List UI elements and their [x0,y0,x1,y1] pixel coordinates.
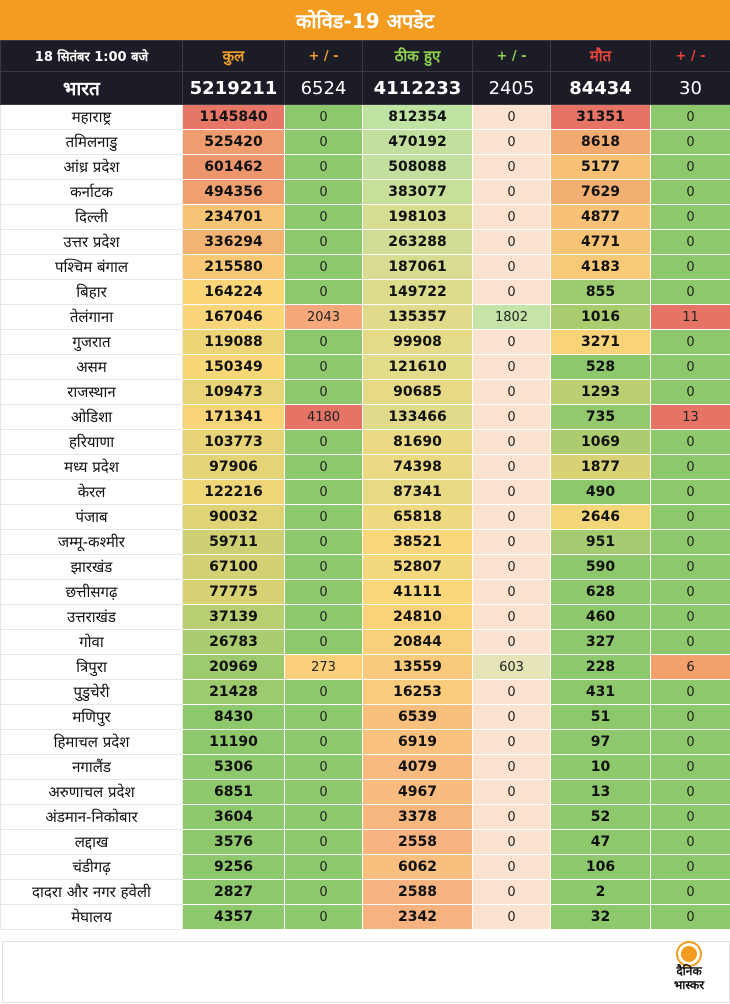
state-total: 494356 [183,180,285,205]
state-deaths-delta: 0 [651,430,730,455]
state-row [1,905,730,930]
state-recovered: 263288 [363,230,473,255]
state-deaths: 32 [551,905,651,930]
state-row [1,280,730,305]
state-total-delta: 0 [285,605,363,630]
state-deaths-delta: 0 [651,630,730,655]
state-name: चंडीगढ़ [1,855,183,880]
state-recovered: 3378 [363,805,473,830]
state-row [1,230,730,255]
state-total: 20969 [183,655,285,680]
state-deaths-delta: 0 [651,755,730,780]
state-deaths: 3271 [551,330,651,355]
state-deaths: 5177 [551,155,651,180]
state-total: 2827 [183,880,285,905]
state-recovered: 149722 [363,280,473,305]
state-row [1,330,730,355]
state-recovered: 133466 [363,405,473,430]
state-total-delta: 2043 [285,305,363,330]
state-recovered: 99908 [363,330,473,355]
state-name: राजस्थान [1,380,183,405]
state-total-delta: 0 [285,180,363,205]
header-total-delta: + / - [285,41,363,72]
state-deaths: 2 [551,880,651,905]
state-name: उत्तर प्रदेश [1,230,183,255]
state-total-delta: 0 [285,680,363,705]
state-name: अंडमान-निकोबार [1,805,183,830]
state-deaths: 13 [551,780,651,805]
state-total: 77775 [183,580,285,605]
state-name: आंध्र प्रदेश [1,155,183,180]
state-total: 21428 [183,680,285,705]
state-deaths: 31351 [551,105,651,130]
state-deaths: 490 [551,480,651,505]
state-total: 67100 [183,555,285,580]
state-recovered-delta: 0 [473,105,551,130]
state-recovered: 2588 [363,880,473,905]
state-name: केरल [1,480,183,505]
state-name: मेघालय [1,905,183,930]
state-name: हिमाचल प्रदेश [1,730,183,755]
state-row [1,680,730,705]
state-row [1,805,730,830]
state-deaths-delta: 0 [651,255,730,280]
state-recovered: 24810 [363,605,473,630]
state-total-delta: 0 [285,580,363,605]
state-deaths: 106 [551,855,651,880]
state-recovered: 508088 [363,155,473,180]
state-deaths: 735 [551,405,651,430]
state-deaths-delta: 0 [651,455,730,480]
state-row [1,755,730,780]
state-total-delta: 0 [285,530,363,555]
state-total-delta: 0 [285,480,363,505]
state-deaths-delta: 0 [651,180,730,205]
state-recovered-delta: 0 [473,755,551,780]
state-total-delta: 0 [285,880,363,905]
state-name: महाराष्ट्र [1,105,183,130]
state-total: 97906 [183,455,285,480]
state-recovered: 4079 [363,755,473,780]
state-recovered-delta: 0 [473,130,551,155]
state-deaths: 52 [551,805,651,830]
state-recovered: 52807 [363,555,473,580]
state-recovered-delta: 0 [473,230,551,255]
state-deaths-delta: 0 [651,780,730,805]
state-recovered: 812354 [363,105,473,130]
state-deaths-delta: 0 [651,205,730,230]
state-recovered: 121610 [363,355,473,380]
state-name: ओडिशा [1,405,183,430]
state-name: मणिपुर [1,705,183,730]
state-name: जम्मू-कश्मीर [1,530,183,555]
header-row [1,41,730,72]
national-recovered: 4112233 [363,72,473,105]
state-deaths: 7629 [551,180,651,205]
state-recovered-delta: 0 [473,405,551,430]
state-recovered-delta: 0 [473,505,551,530]
state-total-delta: 0 [285,455,363,480]
state-recovered-delta: 0 [473,605,551,630]
state-total: 3576 [183,830,285,855]
state-row [1,655,730,680]
state-total-delta: 0 [285,330,363,355]
state-recovered: 2558 [363,830,473,855]
header-deaths-delta: + / - [651,41,730,72]
state-recovered: 6062 [363,855,473,880]
state-deaths-delta: 0 [651,380,730,405]
state-recovered-delta: 0 [473,780,551,805]
state-name: अरुणाचल प्रदेश [1,780,183,805]
state-deaths: 4771 [551,230,651,255]
state-deaths-delta: 0 [651,605,730,630]
national-total-delta: 6524 [285,72,363,105]
state-total-delta: 0 [285,805,363,830]
state-row [1,380,730,405]
state-total: 525420 [183,130,285,155]
state-name: गोवा [1,630,183,655]
state-total-delta: 0 [285,255,363,280]
header-recovered-delta: + / - [473,41,551,72]
state-deaths-delta: 0 [651,280,730,305]
header-total: कुल [183,41,285,72]
state-row [1,530,730,555]
state-deaths-delta: 0 [651,705,730,730]
state-total: 4357 [183,905,285,930]
state-deaths: 460 [551,605,651,630]
state-total: 90032 [183,505,285,530]
state-row [1,355,730,380]
state-total: 171341 [183,405,285,430]
state-total: 234701 [183,205,285,230]
state-deaths: 1293 [551,380,651,405]
state-recovered: 6919 [363,730,473,755]
state-deaths: 97 [551,730,651,755]
national-name: भारत [1,72,183,105]
page-title: कोविड-19 अपडेट [0,0,730,40]
national-row [1,72,730,105]
state-deaths: 4877 [551,205,651,230]
state-total: 1145840 [183,105,285,130]
state-total: 164224 [183,280,285,305]
state-total-delta: 0 [285,105,363,130]
state-total-delta: 0 [285,280,363,305]
state-name: पुडुचेरी [1,680,183,705]
state-recovered-delta: 0 [473,205,551,230]
state-deaths-delta: 13 [651,405,730,430]
state-total: 8430 [183,705,285,730]
state-recovered-delta: 0 [473,180,551,205]
state-recovered: 20844 [363,630,473,655]
state-deaths: 10 [551,755,651,780]
state-total: 9256 [183,855,285,880]
state-name: बिहार [1,280,183,305]
state-recovered-delta: 0 [473,880,551,905]
national-recovered-delta: 2405 [473,72,551,105]
state-total: 37139 [183,605,285,630]
state-recovered: 81690 [363,430,473,455]
state-deaths-delta: 0 [651,155,730,180]
state-row [1,180,730,205]
state-total: 336294 [183,230,285,255]
state-recovered-delta: 0 [473,330,551,355]
state-recovered: 135357 [363,305,473,330]
national-deaths: 84434 [551,72,651,105]
state-name: झारखंड [1,555,183,580]
sun-icon [681,946,697,962]
state-deaths: 47 [551,830,651,855]
state-recovered: 470192 [363,130,473,155]
state-total: 167046 [183,305,285,330]
state-row [1,130,730,155]
state-deaths-delta: 0 [651,505,730,530]
state-recovered-delta: 0 [473,730,551,755]
state-row [1,705,730,730]
state-deaths: 327 [551,630,651,655]
state-row [1,480,730,505]
state-total-delta: 0 [285,705,363,730]
state-name: गुजरात [1,330,183,355]
state-name: मध्य प्रदेश [1,455,183,480]
state-deaths-delta: 0 [651,830,730,855]
state-deaths: 2646 [551,505,651,530]
state-recovered-delta: 0 [473,855,551,880]
state-deaths-delta: 11 [651,305,730,330]
state-total-delta: 0 [285,355,363,380]
state-row [1,455,730,480]
state-total: 59711 [183,530,285,555]
state-recovered-delta: 0 [473,155,551,180]
state-name: हरियाणा [1,430,183,455]
state-recovered-delta: 0 [473,455,551,480]
state-deaths: 951 [551,530,651,555]
state-row [1,105,730,130]
state-recovered: 90685 [363,380,473,405]
state-total-delta: 0 [285,380,363,405]
state-name: तमिलनाडु [1,130,183,155]
state-total: 109473 [183,380,285,405]
state-recovered: 198103 [363,205,473,230]
state-total: 119088 [183,330,285,355]
state-total-delta: 0 [285,230,363,255]
state-recovered: 65818 [363,505,473,530]
national-total: 5219211 [183,72,285,105]
state-name: असम [1,355,183,380]
state-deaths: 1069 [551,430,651,455]
state-deaths: 528 [551,355,651,380]
state-name: छत्तीसगढ़ [1,580,183,605]
state-deaths-delta: 0 [651,680,730,705]
state-recovered-delta: 0 [473,480,551,505]
state-row [1,405,730,430]
state-recovered: 38521 [363,530,473,555]
state-recovered-delta: 0 [473,255,551,280]
state-total-delta: 273 [285,655,363,680]
state-total: 122216 [183,480,285,505]
state-recovered-delta: 1802 [473,305,551,330]
state-deaths: 228 [551,655,651,680]
update-time: 18 सितंबर 1:00 बजे [1,41,183,72]
state-recovered-delta: 0 [473,380,551,405]
state-total-delta: 0 [285,555,363,580]
state-deaths-delta: 6 [651,655,730,680]
state-row [1,580,730,605]
state-row [1,305,730,330]
logo-line-1: दैनिक [676,964,702,978]
state-deaths-delta: 0 [651,230,730,255]
state-recovered: 41111 [363,580,473,605]
state-deaths-delta: 0 [651,555,730,580]
state-deaths-delta: 0 [651,905,730,930]
state-recovered-delta: 0 [473,630,551,655]
state-deaths-delta: 0 [651,130,730,155]
state-recovered: 2342 [363,905,473,930]
state-total-delta: 0 [285,780,363,805]
state-name: नगालैंड [1,755,183,780]
state-row [1,830,730,855]
state-total: 215580 [183,255,285,280]
state-recovered-delta: 603 [473,655,551,680]
state-deaths-delta: 0 [651,105,730,130]
state-total: 26783 [183,630,285,655]
header-recovered: ठीक हुए [363,41,473,72]
state-name: लद्दाख [1,830,183,855]
state-total: 601462 [183,155,285,180]
state-total-delta: 0 [285,430,363,455]
state-deaths: 590 [551,555,651,580]
footer [2,941,730,1003]
state-recovered: 13559 [363,655,473,680]
state-name: दिल्ली [1,205,183,230]
state-row [1,430,730,455]
state-total-delta: 0 [285,505,363,530]
state-deaths-delta: 0 [651,805,730,830]
state-recovered-delta: 0 [473,705,551,730]
state-total-delta: 0 [285,830,363,855]
state-deaths: 855 [551,280,651,305]
state-row [1,880,730,905]
state-name: कर्नाटक [1,180,183,205]
state-deaths: 51 [551,705,651,730]
state-recovered-delta: 0 [473,905,551,930]
state-recovered: 4967 [363,780,473,805]
state-total-delta: 0 [285,130,363,155]
state-total: 6851 [183,780,285,805]
state-deaths-delta: 0 [651,880,730,905]
state-total-delta: 0 [285,855,363,880]
state-deaths-delta: 0 [651,580,730,605]
state-recovered-delta: 0 [473,280,551,305]
state-recovered: 74398 [363,455,473,480]
national-deaths-delta: 30 [651,72,730,105]
state-deaths: 431 [551,680,651,705]
state-total-delta: 0 [285,630,363,655]
state-deaths-delta: 0 [651,480,730,505]
state-row [1,555,730,580]
state-recovered-delta: 0 [473,830,551,855]
state-recovered-delta: 0 [473,530,551,555]
header-deaths: मौत [551,41,651,72]
state-total-delta: 4180 [285,405,363,430]
state-name: पंजाब [1,505,183,530]
state-deaths: 8618 [551,130,651,155]
state-recovered-delta: 0 [473,680,551,705]
state-name: त्रिपुरा [1,655,183,680]
state-total: 5306 [183,755,285,780]
state-recovered-delta: 0 [473,355,551,380]
state-name: उत्तराखंड [1,605,183,630]
state-recovered: 16253 [363,680,473,705]
state-total-delta: 0 [285,905,363,930]
state-row [1,630,730,655]
state-row [1,780,730,805]
state-deaths-delta: 0 [651,330,730,355]
state-recovered: 187061 [363,255,473,280]
state-row [1,505,730,530]
state-name: तेलंगाना [1,305,183,330]
state-row [1,855,730,880]
logo-line-2: भास्कर [673,978,705,992]
state-row [1,730,730,755]
state-name: दादरा और नगर हवेली [1,880,183,905]
state-total: 3604 [183,805,285,830]
state-total: 11190 [183,730,285,755]
state-row [1,255,730,280]
state-deaths-delta: 0 [651,355,730,380]
state-recovered: 6539 [363,705,473,730]
state-total: 103773 [183,430,285,455]
state-deaths-delta: 0 [651,530,730,555]
state-total: 150349 [183,355,285,380]
state-recovered-delta: 0 [473,805,551,830]
state-row [1,605,730,630]
state-name: पश्चिम बंगाल [1,255,183,280]
state-total-delta: 0 [285,155,363,180]
state-total-delta: 0 [285,205,363,230]
state-row [1,205,730,230]
state-deaths: 1877 [551,455,651,480]
state-recovered-delta: 0 [473,430,551,455]
state-total-delta: 0 [285,755,363,780]
state-deaths: 628 [551,580,651,605]
state-deaths: 4183 [551,255,651,280]
state-recovered: 87341 [363,480,473,505]
state-recovered-delta: 0 [473,580,551,605]
covid-table [0,40,730,930]
dainik-bhaskar-logo [659,946,719,1000]
state-recovered-delta: 0 [473,555,551,580]
state-row [1,155,730,180]
state-recovered: 383077 [363,180,473,205]
state-deaths-delta: 0 [651,730,730,755]
state-total-delta: 0 [285,730,363,755]
state-deaths: 1016 [551,305,651,330]
state-deaths-delta: 0 [651,855,730,880]
